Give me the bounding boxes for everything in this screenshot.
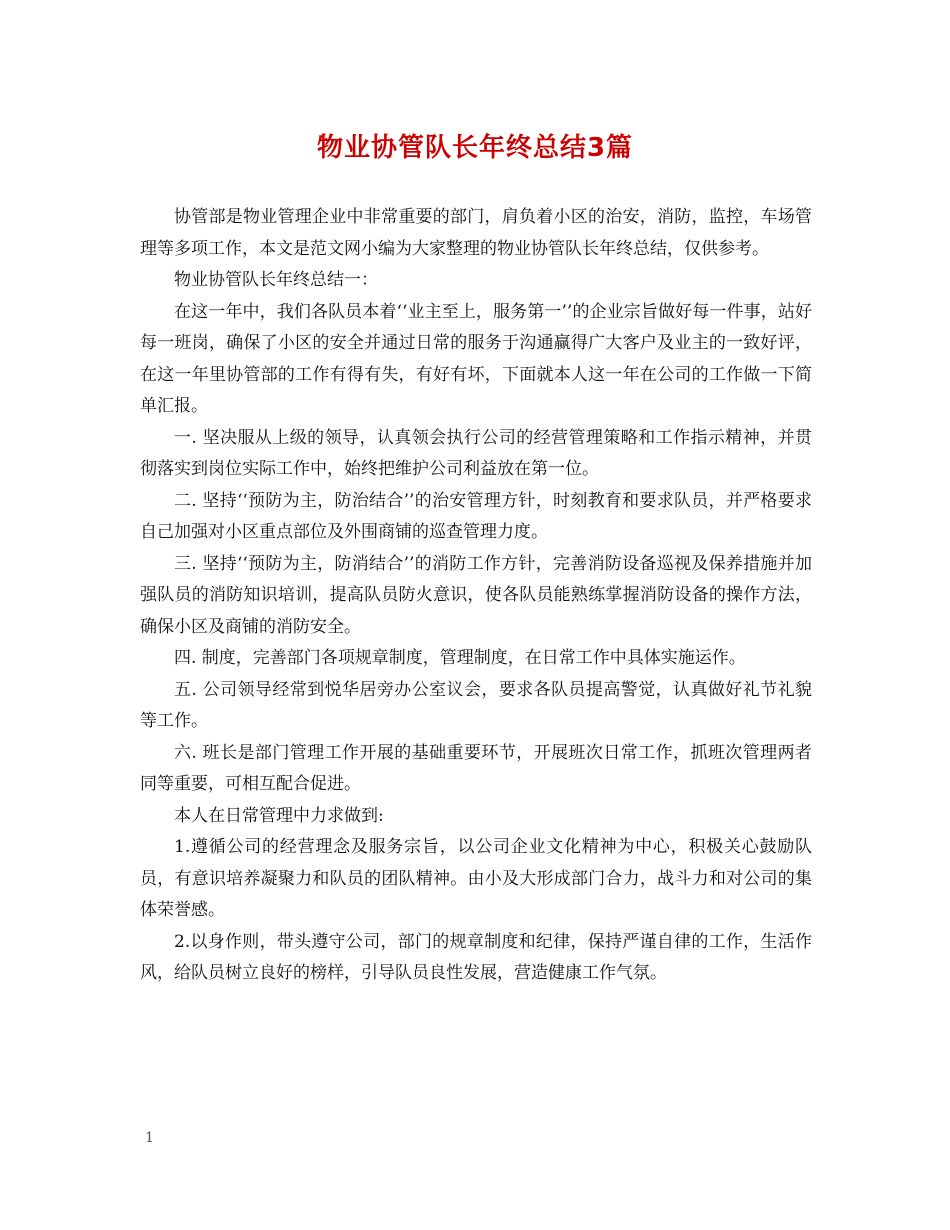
paragraph-intro: 协管部是物业管理企业中非常重要的部门，肩负着小区的治安，消防，监控，车场管理等多项工作，本文是范文网小编为大家整理的物业协管队长年终总结，仅供参考。 bbox=[140, 207, 812, 259]
page-number: 1 bbox=[145, 1130, 154, 1146]
paragraph-item-2: 二. 坚持‘‘预防为主，防治结合’’的治安管理方针，时刻教育和要求队员，并严格要求自己加强对小区重点部位及外围商铺的巡查管理力度。 bbox=[140, 490, 812, 542]
document-body bbox=[140, 202, 812, 990]
document-title: 物业协管队长年终总结3篇 bbox=[316, 133, 634, 163]
paragraph-item-3: 三. 坚持‘‘预防为主，防消结合’’的消防工作方针，完善消防设备巡视及保养措施并加强队员的消防知识培训，提高队员防火意识，使各队员能熟练掌握消防设备的操作方法，确保小区及商铺的消防安全。 bbox=[140, 553, 812, 637]
paragraph-item-5: 五. 公司领导经常到悦华居旁办公室议会，要求各队员提高警觉，认真做好礼节礼貌等工作。 bbox=[140, 679, 812, 731]
paragraph-point-1: 1.遵循公司的经营理念及服务宗旨，以公司企业文化精神为中心，积极关心鼓励队员，有意识培养凝聚力和队员的团队精神。由小及大形成部门合力，战斗力和对公司的集体荣誉感。 bbox=[140, 837, 812, 920]
paragraph-item-4: 四. 制度，完善部门各项规章制度，管理制度，在日常工作中具体实施运作。 bbox=[174, 648, 746, 668]
paragraph-subheading: 本人在日常管理中力求做到: bbox=[174, 805, 384, 826]
paragraph-item-1: 一. 坚决服从上级的领导，认真领会执行公司的经营管理策略和工作指示精神，并贯彻落实到岗位实际工作中，始终把维护公司利益放在第一位。 bbox=[140, 427, 812, 479]
paragraph-item-6: 六. 班长是部门管理工作开展的基础重要环节，开展班次日常工作，抓班次管理两者同等重要，可相互配合促进。 bbox=[140, 742, 812, 794]
paragraph-section-heading: 物业协管队长年终总结一： bbox=[174, 270, 378, 290]
paragraph: 在这一年中，我们各队员本着‘‘业主至上，服务第一’’的企业宗旨做好每一件事，站好每一班岗，确保了小区的安全并通过日常的服务于沟通赢得广大客户及业主的一致好评，在这一年里协管部的工作有得有失，有好有坏，下面就本人这一年在公司的工作做一下简单汇报。 bbox=[140, 301, 812, 416]
paragraph-point-2: 2.以身作则，带头遵守公司，部门的规章制度和纪律，保持严谨自律的工作，生活作风，给队员树立良好的榜样，引导队员良性发展，营造健康工作气氛。 bbox=[140, 931, 812, 983]
